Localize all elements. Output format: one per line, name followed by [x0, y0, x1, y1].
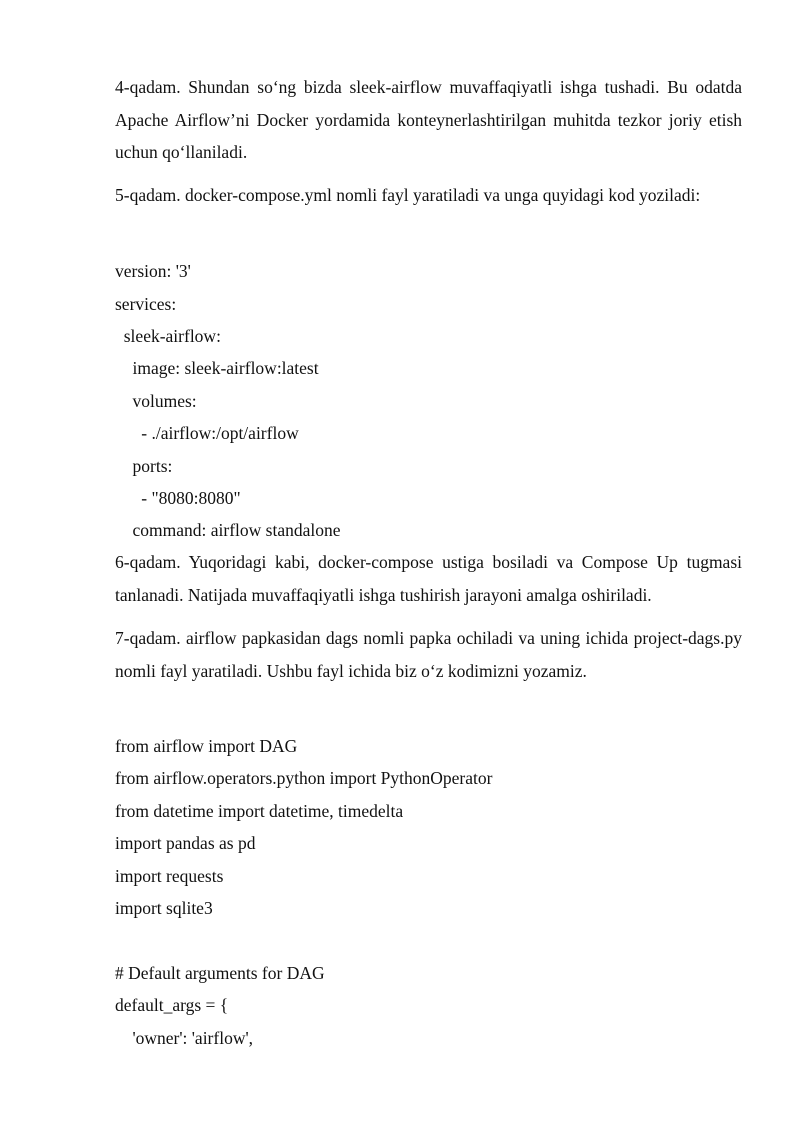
code-line: version: '3': [115, 261, 191, 281]
paragraph-step-5: 5-qadam. docker-compose.yml nomli fayl yaratiladi va unga quyidagi kod yoziladi:: [115, 185, 701, 205]
code-line: volumes:: [115, 391, 197, 411]
code-line: from airflow import DAG: [115, 736, 298, 756]
paragraph-step-4: 4-qadam. Shundan so‘ng bizda sleek-airflow muvaffaqiyatli ishga tushadi. Bu odatda Apache Airflow’ni Docker yordamida konteynerlashtirilgan muhitda tezkor joriy etish uchun qo‘llaniladi.: [115, 77, 742, 162]
code-line: - "8080:8080": [115, 488, 241, 508]
code-line: command: airflow standalone: [115, 520, 341, 540]
paragraph-step-6: 6-qadam. Yuqoridagi kabi, docker-compose ustiga bosiladi va Compose Up tugmasi tanlanadi. Natijada muvaffaqiyatli ishga tushirish jarayoni amalga oshiriladi.: [115, 552, 742, 605]
code-line: services:: [115, 294, 177, 314]
paragraph-step-7: 7-qadam. airflow papkasidan dags nomli papka ochiladi va uning ichida project-dags.py nomli fayl yaratiladi. Ushbu fayl ichida biz o‘z kodimizni yozamiz.: [115, 628, 742, 681]
code-line: import pandas as pd: [115, 833, 256, 853]
code-line: from datetime import datetime, timedelta: [115, 801, 404, 821]
code-line: from airflow.operators.python import PythonOperator: [115, 768, 493, 788]
code-line: import sqlite3: [115, 898, 213, 918]
code-line: import requests: [115, 866, 224, 886]
code-line: sleek-airflow:: [115, 326, 221, 346]
code-line: # Default arguments for DAG: [115, 963, 325, 983]
code-line: default_args = {: [115, 995, 229, 1015]
code-line: ports:: [115, 456, 173, 476]
code-line: - ./airflow:/opt/airflow: [115, 423, 299, 443]
code-line: image: sleek-airflow:latest: [115, 358, 319, 378]
code-line: 'owner': 'airflow',: [115, 1028, 253, 1048]
